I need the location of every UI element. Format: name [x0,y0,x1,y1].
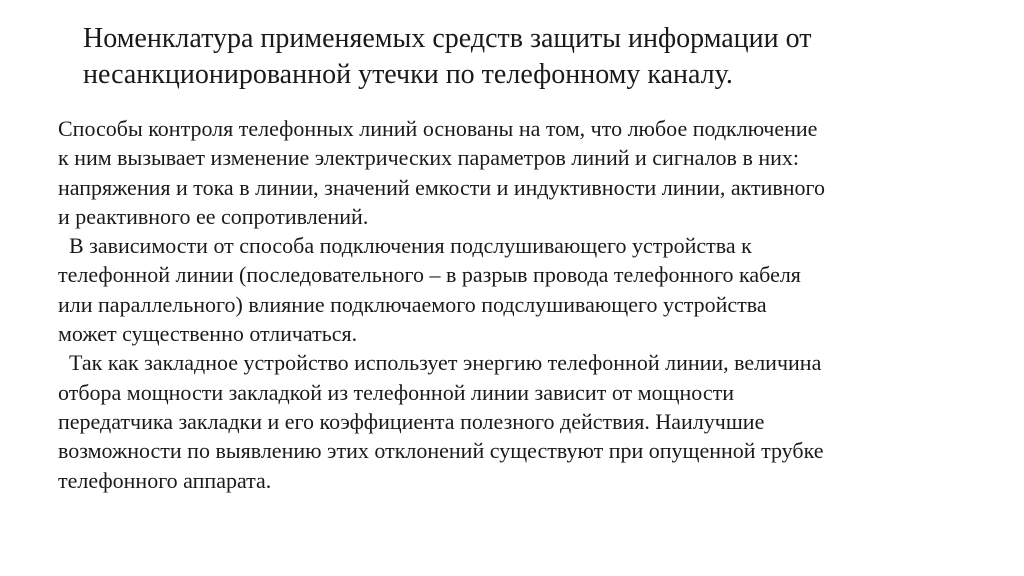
slide-body [58,114,988,495]
title-line: Номенклатура применяемых средств защиты информации от [83,23,812,54]
body-line: телефонного аппарата. [58,467,272,493]
body-line: отбора мощности закладкой из телефонной линии зависит от мощности [58,379,734,405]
body-line: к ним вызывает изменение электрических параметров линий и сигналов в них: [58,145,799,171]
slide-title [83,21,983,93]
title-line: несанкционированной утечки по телефонному каналу. [83,59,733,90]
paragraph-1 [58,114,988,231]
body-line: передатчика закладки и его коэффициента полезного действия. Наилучшие [58,408,765,434]
body-line: возможности по выявлению этих отклонений существуют при опущенной трубке [58,438,824,464]
body-line: и реактивного ее сопротивлений. [58,203,369,229]
body-line: В зависимости от способа подключения подслушивающего устройства к [58,233,752,259]
body-line: телефонной линии (последовательного – в разрыв провода телефонного кабеля [58,262,801,288]
body-line: Способы контроля телефонных линий основаны на том, что любое подключение [58,116,818,141]
paragraph-2 [58,231,988,348]
body-line: напряжения и тока в линии, значений емкости и индуктивности линии, активного [58,174,826,200]
body-line: Так как закладное устройство использует энергию телефонной линии, величина [58,350,822,376]
body-line: или параллельного) влияние подключаемого подслушивающего устройства [58,291,767,317]
paragraph-3 [58,348,988,494]
body-line: может существенно отличаться. [58,321,358,347]
